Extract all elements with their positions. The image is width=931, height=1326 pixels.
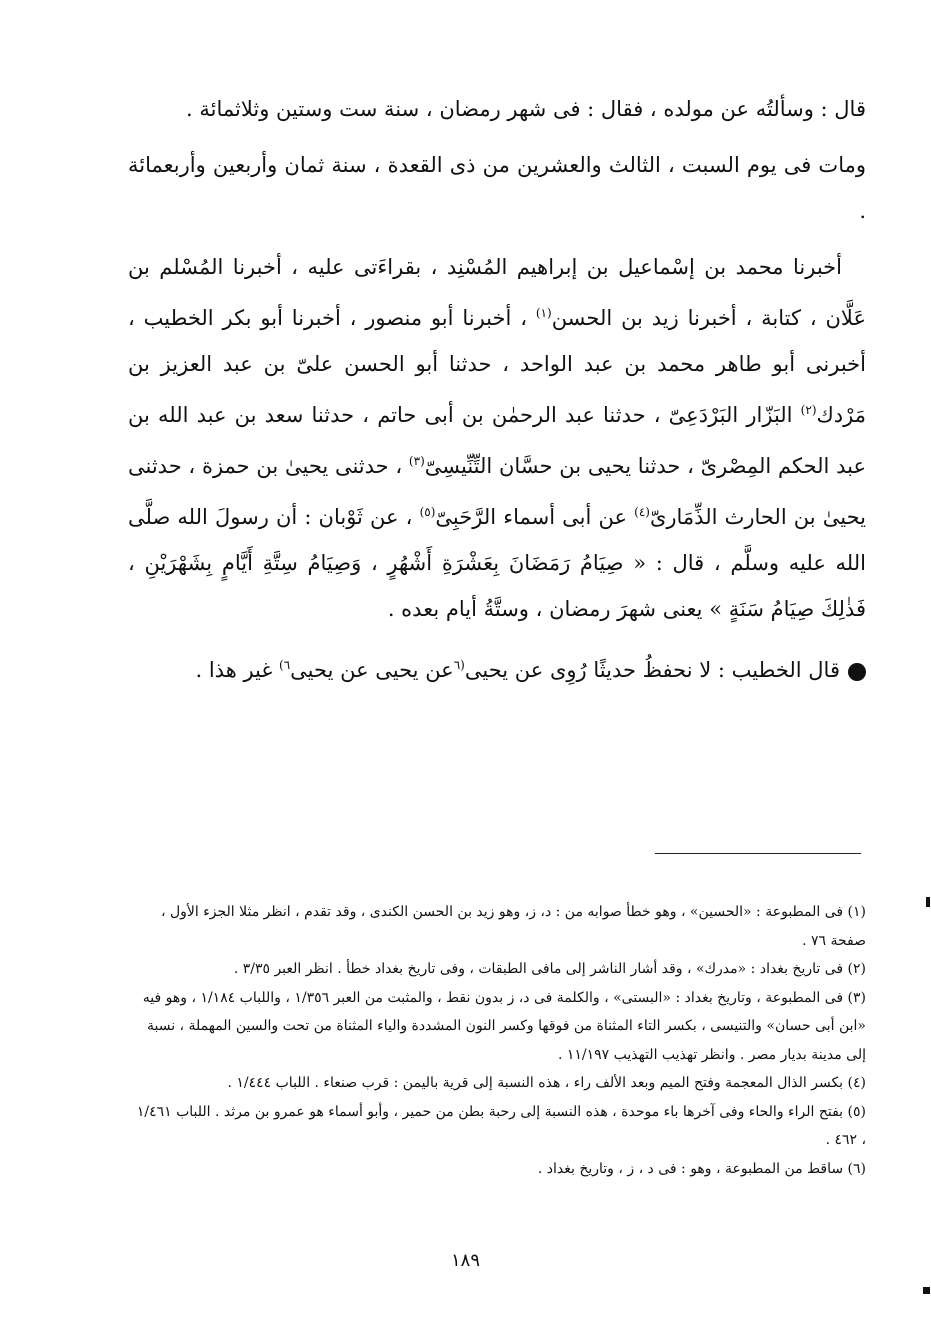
scan-mark: [923, 1287, 930, 1294]
footnote-divider: [655, 853, 861, 854]
isnad-text-4: ، حدثنى يحيىٰ بن حمزة ، حدثنى يحيىٰ بن الحارث الذِّمَارىّ: [128, 454, 866, 529]
footnote-ref-5: (٥): [419, 505, 436, 519]
footnote-ref-1: (١): [535, 306, 552, 320]
khatib-text-1: قال الخطيب : لا نحفظُ حديثًا رُوِى عن يحيى: [464, 658, 840, 682]
main-text: [128, 86, 866, 693]
footnote-1: (١) فى المطبوعة : «الحسين» ، وهو خطأ صوابه من : د، ز، وهو زيد بن الحسن الكندى ، وقد تقدم ، انظر مثلا الجزء الأول ، صفحة ٧٦ .: [160, 904, 866, 949]
paragraph-isnad: [128, 244, 866, 632]
paragraph-khatib: [128, 642, 866, 693]
khatib-text-3: غير هذا .: [195, 658, 280, 682]
isnad-text-5: عن أبى أسماء الرَّحَبِىّ: [435, 505, 635, 529]
isnad-text-1: أخبرنا محمد بن إسْماعيل بن إبراهيم المُسْنِد ، بقراءَتى عليه ، أخبرنا المُسْلم بن عَلَّان ، كتابة ، أخبرنا زيد بن الحسن: [128, 255, 866, 330]
footnote-5: (٥) بفتح الراء والحاء وفى آخرها باء موحدة ، هذه النسبة إلى رحبة بطن من حمير ، وأبو أسماء هو عمرو بن مرثد . اللباب ١/٤٦١ ، ٤٦٢ .: [136, 1103, 866, 1148]
footnote-ref-2: (٢): [800, 403, 817, 417]
footnote-ref-4: (٤): [634, 505, 650, 519]
isnad-text-3: البَزّار البَرْدَعِىّ ، حدثنا عبد الرحمٰن بن أبى حاتم ، حدثنا سعد بن عبد الله بن عبد الحكم المِصْرىّ ، حدثنا يحيى بن حسَّان التِّنِّيسِىّ: [128, 403, 866, 478]
paragraph-death: ومات فى يوم السبت ، الثالث والعشرين من ذى القعدة ، سنة ثمان وأربعين وأربعمائة .: [128, 153, 866, 223]
isnad-text-2: ، أخبرنا أبو منصور ، أخبرنا أبو بكر الخطيب ، أخبرنى أبو طاهر محمد بن عبد الواحد ، حدثنا أبو الحسن علىّ بن عبد العزيز بن مَرْدك: [128, 306, 866, 427]
footnote-6: (٦) ساقط من المطبوعة ، وهو : فى د ، ز ، وتاريخ بغداد .: [537, 1160, 866, 1177]
footnote-ref-6-close: ٦): [279, 658, 291, 672]
footnote-ref-6-open: (٦: [453, 658, 465, 672]
khatib-text-2: عن يحيى عن يحيى: [290, 658, 454, 682]
footnotes: [128, 898, 866, 1183]
footnote-2: (٢) فى تاريخ بغداد : «مدرك» ، وقد أشار الناشر إلى مافى الطبقات ، وفى تاريخ بغداد خطأ . انظر العبر ٣/٣٥ .: [233, 961, 866, 977]
footnote-3: (٣) فى المطبوعة ، وتاريخ بغداد : «البستى» ، والكلمة فى د، ز بدون نقط ، والمثبت من العبر ١/٣٥٦ ، واللباب ١/١٨٤ ، وهو فيه «ابن أبى حسان» والتنيسى ، بكسر التاء المثناة من فوقها وكسر النون المشددة والياء المثناة من تحت والسين المهملة ، نسبة إلى مدينة بديار مصر . وانظر تهذيب التهذيب ١١/١٩٧ .: [142, 989, 866, 1063]
paragraph-birth: قال : وسألتُه عن مولده ، فقال : فى شهر رمضان ، سنة ست وستين وثلاثمائة .: [186, 97, 866, 121]
footnote-ref-3: (٣): [408, 454, 425, 468]
bullet-icon: [848, 663, 866, 681]
page-number: ١٨٩: [450, 1250, 480, 1271]
footnote-4: (٤) بكسر الذال المعجمة وفتح الميم وبعد الألف راء ، هذه النسبة إلى قرية باليمن : قرب صنعاء . اللباب ١/٤٤٤ .: [227, 1075, 866, 1091]
scan-mark: [926, 897, 930, 907]
isnad-text-6: ، عن ثَوْبان : أن رسولَ الله صلَّى الله عليه وسلَّم ، قال : « صِيَامُ رَمَضَانَ بِعَشْرَةِ أَشْهُرٍ ، وَصِيَامُ سِتَّةِ أَيَّامٍ بِشَهْرَيْنِ ، فَذٰلِكَ صِيَامُ سَنَةٍ » يعنى شهرَ رمضان ، وستَّةُ أيام بعده .: [128, 505, 866, 621]
